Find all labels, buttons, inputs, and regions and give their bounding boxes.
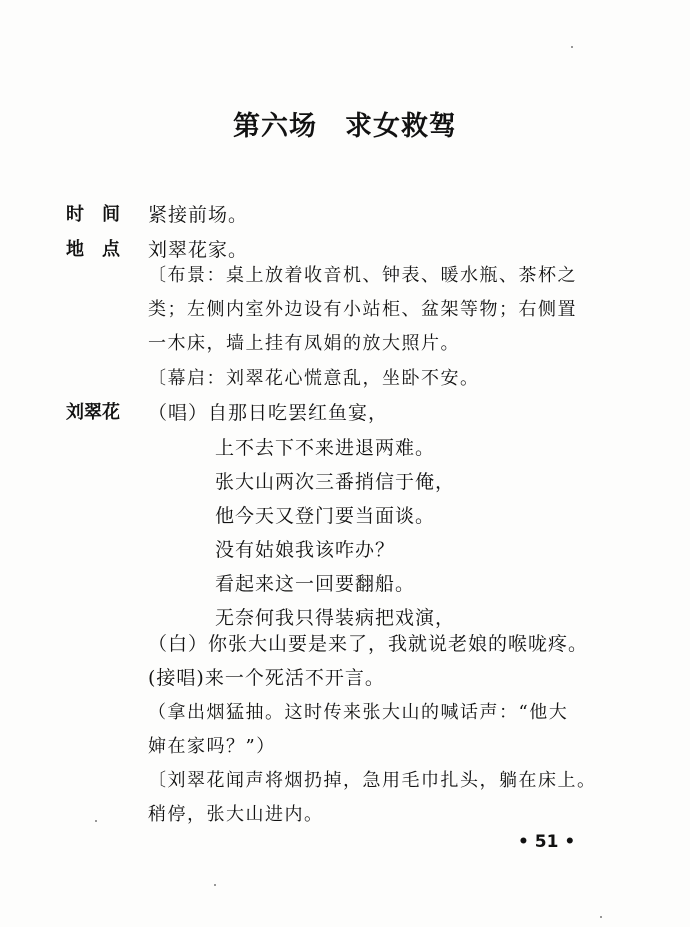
setting-line: 类；左侧内室外边设有小站柜、盆架等物；右侧置 — [148, 299, 577, 320]
scene-title: 第六场 求女救驾 — [233, 111, 457, 142]
stage-direction-line: 稍停，张大山进内。 — [148, 804, 324, 825]
sing-line: （唱）自那日吃罢红鱼宴， — [148, 402, 389, 424]
place-label: 地 点 — [66, 239, 120, 260]
time-text: 紧接前场。 — [148, 204, 249, 226]
verse-line: 张大山两次三番捎信于俺， — [215, 471, 456, 493]
scan-speck — [214, 884, 216, 886]
scan-speck — [571, 46, 573, 48]
verse-line: 上不去下不来进退两难。 — [215, 437, 436, 459]
curtain-line: 〔幕启：刘翠花心慌意乱，坐卧不安。 — [148, 368, 480, 389]
setting-line: 一木床，墙上挂有凤娟的放大照片。 — [148, 333, 460, 354]
verse-line: 看起来这一回要翻船。 — [215, 573, 416, 595]
scan-speck — [600, 916, 602, 918]
speaker-name: 刘翠花 — [66, 402, 120, 423]
verse-line: 无奈何我只得装病把戏演， — [215, 607, 456, 629]
time-label: 时 间 — [66, 204, 120, 225]
page-number: • 51 • — [518, 832, 576, 852]
setting-line: 〔布景：桌上放着收音机、钟表、暖水瓶、茶杯之 — [148, 265, 577, 286]
place-text: 刘翠花家。 — [148, 239, 249, 261]
stage-direction-line: 婶在家吗？”） — [148, 736, 276, 757]
stage-direction-line: 〔刘翠花闻声将烟扔掉，急用毛巾扎头，躺在床上。 — [148, 770, 597, 791]
scan-speck — [95, 820, 97, 822]
verse-line: 没有姑娘我该咋办？ — [215, 539, 396, 561]
verse-line: 他今天又登门要当面谈。 — [215, 505, 436, 527]
stage-direction-line: （拿出烟猛抽。这时传来张大山的喊话声：“他大 — [148, 702, 569, 723]
sing-line: (接唱)来一个死活不开言。 — [148, 667, 385, 689]
spoken-line: （白）你张大山要是来了，我就说老娘的喉咙疼。 — [148, 633, 589, 655]
